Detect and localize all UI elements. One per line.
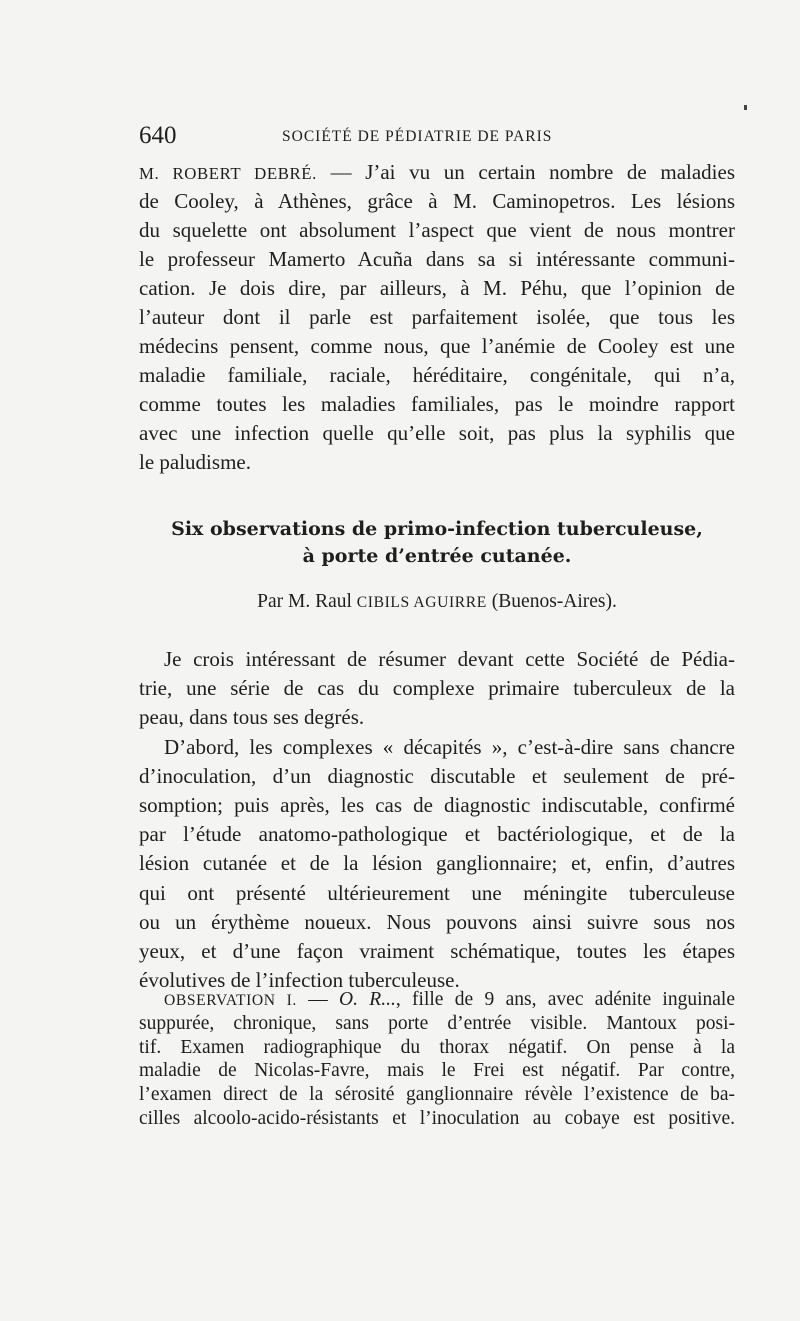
body-line: d’inoculation, d’un diagnostic discutable et seulement de pré-: [139, 763, 735, 788]
observation-line: OBSERVATION I. — O. R..., fille de 9 ans, avec adénite inguinale: [164, 989, 735, 1010]
observation-line: l’examen direct de la sérosité ganglionnaire révèle l’existence de ba-: [139, 1084, 735, 1106]
article-body: [139, 645, 735, 995]
article-title-line: à porte d’entrée cutanée.: [302, 545, 572, 567]
intervention-line: maladie familiale, raciale, héréditaire, congénitale, qui n’a,: [139, 363, 735, 387]
observation-line: maladie de Nicolas-Favre, mais le Frei est négatif. Par contre,: [139, 1060, 735, 1082]
body-line: yeux, et d’une façon vraiment schématique, toutes les étapes: [139, 938, 735, 963]
observation-line: suppurée, chronique, sans porte d’entrée visible. Mantoux posi-: [139, 1012, 735, 1034]
body-line: évolutives de l’infection tuberculeuse.: [139, 968, 460, 993]
intervention-line: cation. Je dois dire, par ailleurs, à M. Péhu, que l’opinion de: [139, 276, 735, 300]
body-line: par l’étude anatomo-pathologique et bactériologique, et de la: [139, 822, 735, 847]
observation-line: cilles alcoolo-acido-résistants et l’inoculation au cobaye est positive.: [139, 1107, 735, 1129]
intervention-line: avec une infection quelle qu’elle soit, pas plus la syphilis que: [139, 421, 735, 445]
intervention-line: comme toutes les maladies familiales, pas le moindre rapport: [139, 392, 735, 416]
intervention-line: du squelette ont absolument l’aspect que vient de nous montrer: [139, 218, 735, 242]
body-line: Je crois intéressant de résumer devant cette Société de Pédia-: [164, 647, 735, 671]
body-line: lésion cutanée et de la lésion ganglionnaire; et, enfin, d’autres: [139, 851, 735, 876]
intervention-line: M. ROBERT DEBRÉ. — J’ai vu un certain nombre de maladies: [139, 160, 735, 184]
intervention-line: médecins pensent, comme nous, que l’anémie de Cooley est une: [139, 334, 735, 358]
patient-initials: O. R...: [339, 989, 396, 1010]
article-title-line: Six observations de primo-infection tuberculeuse,: [171, 518, 703, 540]
running-title: SOCIÉTÉ DE PÉDIATRIE DE PARIS: [282, 128, 553, 145]
author-name: CIBILS AGUIRRE: [356, 594, 487, 611]
observation-label: OBSERVATION I.: [164, 992, 297, 1009]
article-title: [139, 516, 735, 570]
intervention-line: l’auteur dont il parle est parfaitement isolée, que tous les: [139, 305, 735, 329]
body-line: ou un érythème noueux. Nous pouvons ainsi suivre sous nos: [139, 909, 735, 934]
print-mark: [744, 105, 747, 110]
byline: Par M. Raul CIBILS AGUIRRE (Buenos-Aires).: [257, 591, 617, 612]
observation-1: [139, 988, 735, 1131]
debre-intervention: [139, 158, 735, 477]
body-line: D’abord, les complexes « décapités », c’est-à-dire sans chancre: [164, 734, 735, 759]
body-line: qui ont présenté ultérieurement une méningite tuberculeuse: [139, 880, 735, 905]
running-head: [139, 122, 735, 152]
intervention-line: le paludisme.: [139, 450, 251, 474]
intervention-line: de Cooley, à Athènes, grâce à M. Caminopetros. Les lésions: [139, 189, 735, 213]
observation-line: tif. Examen radiographique du thorax négatif. On pense à la: [139, 1036, 735, 1058]
page-number: 640: [139, 122, 177, 149]
intervention-line: le professeur Mamerto Acuña dans sa si intéressante communi-: [139, 247, 735, 271]
body-line: somption; puis après, les cas de diagnostic indiscutable, confirmé: [139, 792, 735, 817]
body-line: trie, une série de cas du complexe primaire tuberculeux de la: [139, 676, 735, 701]
body-line: peau, dans tous ses degrés.: [139, 705, 365, 730]
speaker-name: M. ROBERT DEBRÉ.: [139, 164, 317, 183]
